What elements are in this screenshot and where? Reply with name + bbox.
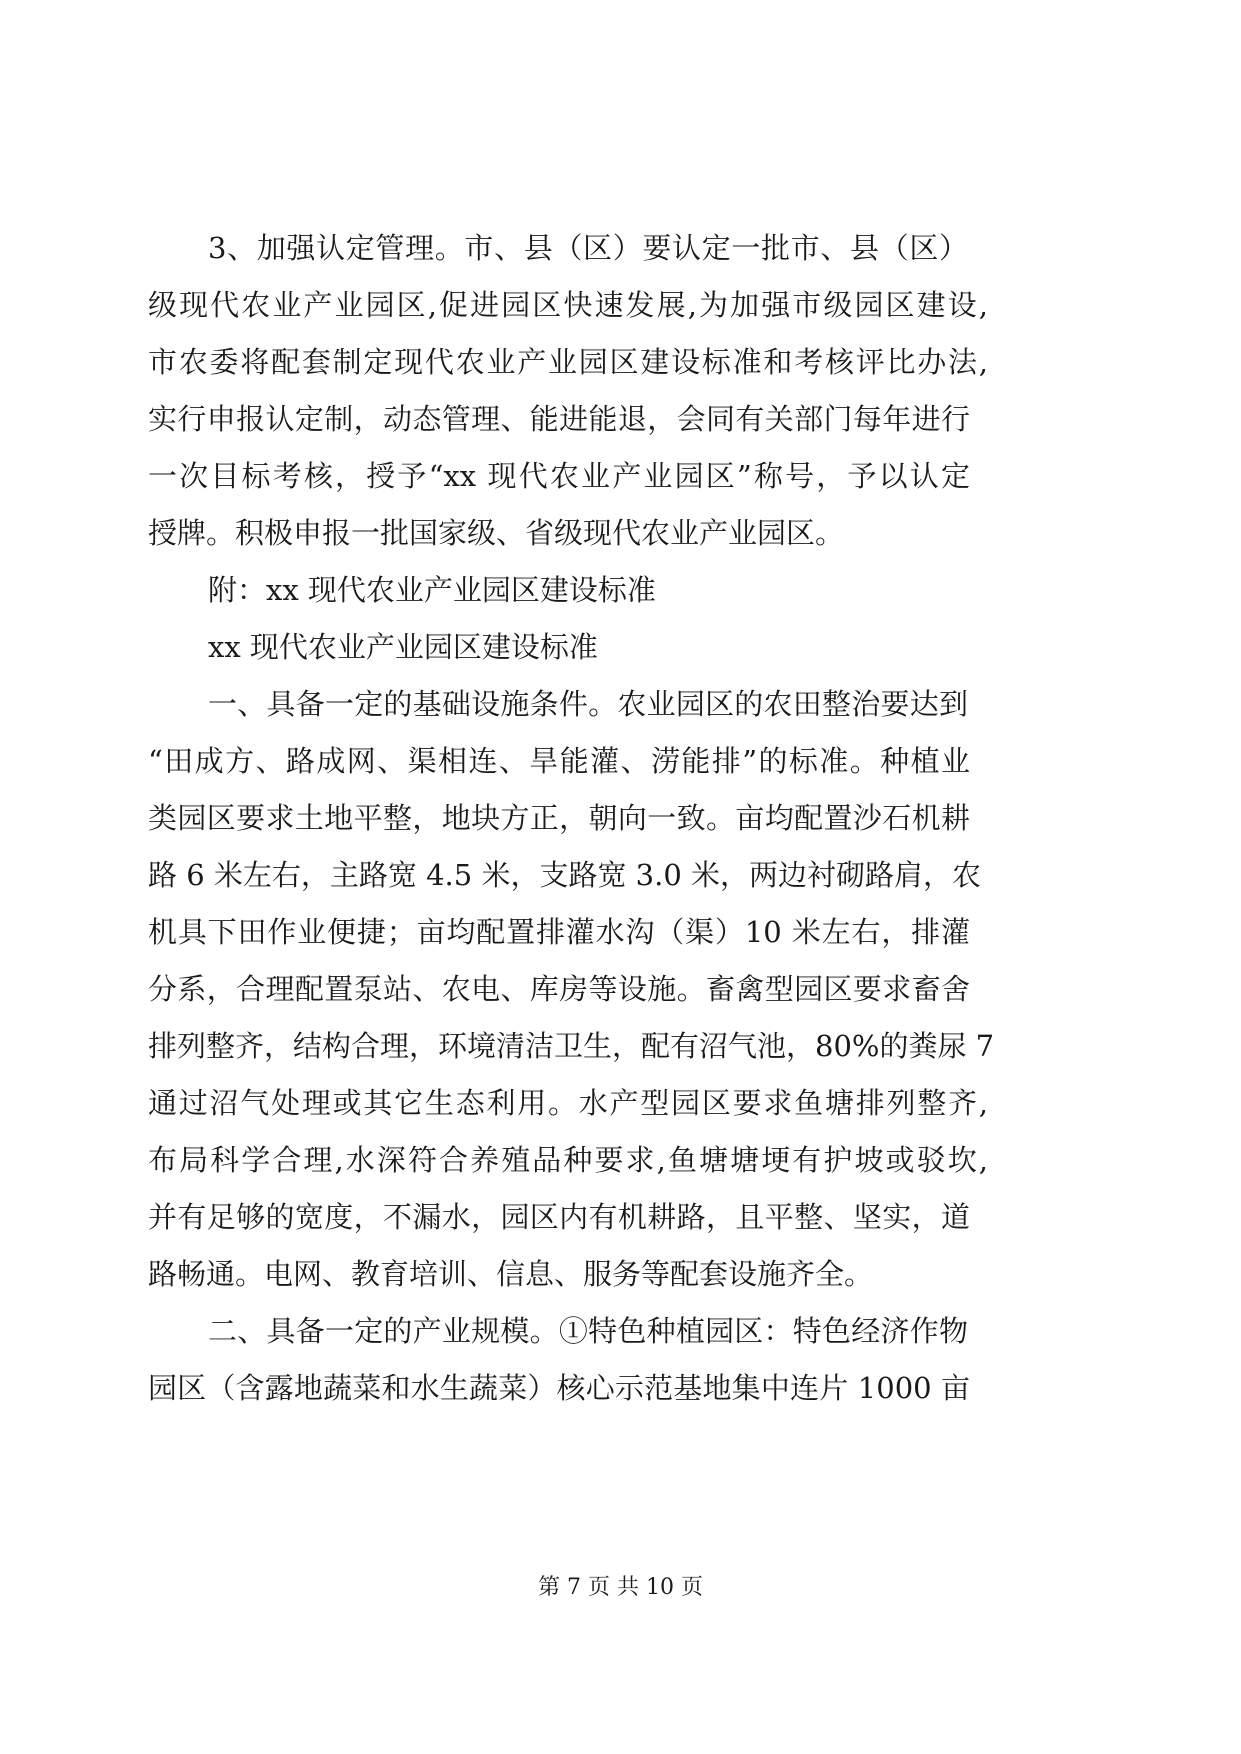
paragraph-line: 一次目标考核，授予“xx 现代农业产业园区”称号，予以认定 <box>148 459 970 493</box>
paragraph-line: 机具下田作业便捷；亩均配置排灌水沟（渠）10 米左右，排灌 <box>148 915 970 949</box>
paragraph-line: 二、具备一定的产业规模。①特色种植园区：特色经济作物 <box>208 1314 968 1348</box>
paragraph-line: 路 6 米左右，主路宽 4.5 米，支路宽 3.0 米，两边衬砌路肩，农 <box>148 858 982 892</box>
paragraph-line: 排列整齐，结构合理，环境清洁卫生，配有沼气池，80%的粪尿 7 <box>148 1029 995 1063</box>
paragraph-line: 3、加强认定管理。市、县（区）要认定一批市、县（区） <box>208 231 968 265</box>
paragraph-line: 分系，合理配置泵站、农电、库房等设施。畜禽型园区要求畜舍 <box>148 972 970 1006</box>
page-number-footer: 第 7 页 共 10 页 <box>538 1575 703 1600</box>
paragraph-line: 附：xx 现代农业产业园区建设标准 <box>208 573 656 607</box>
paragraph-line: 市农委将配套制定现代农业产业园区建设标准和考核评比办法, <box>148 345 988 379</box>
paragraph-line: 类园区要求土地平整，地块方正，朝向一致。亩均配置沙石机耕 <box>148 801 970 835</box>
paragraph-line: 一、具备一定的基础设施条件。农业园区的农田整治要达到 <box>208 687 968 721</box>
paragraph-line: 授牌。积极申报一批国家级、省级现代农业产业园区。 <box>148 516 845 550</box>
paragraph-line: 路畅通。电网、教育培训、信息、服务等配套设施齐全。 <box>148 1257 874 1291</box>
paragraph-line: 实行申报认定制，动态管理、能进能退，会同有关部门每年进行 <box>148 402 970 436</box>
paragraph-line: 通过沼气处理或其它生态利用。水产型园区要求鱼塘排列整齐, <box>148 1086 988 1120</box>
section-title: xx 现代农业产业园区建设标准 <box>208 630 598 664</box>
paragraph-line: 级现代农业产业园区,促进园区快速发展,为加强市级园区建设, <box>148 288 988 322</box>
paragraph-line: 园区（含露地蔬菜和水生蔬菜）核心示范基地集中连片 1000 亩 <box>148 1371 970 1405</box>
paragraph-line: 并有足够的宽度，不漏水，园区内有机耕路，且平整、坚实，道 <box>148 1200 970 1234</box>
paragraph-line: 布局科学合理,水深符合养殖品种要求,鱼塘塘埂有护坡或驳坎, <box>148 1143 988 1177</box>
paragraph-line: “田成方、路成网、渠相连、旱能灌、涝能排”的标准。种植业 <box>148 744 970 778</box>
